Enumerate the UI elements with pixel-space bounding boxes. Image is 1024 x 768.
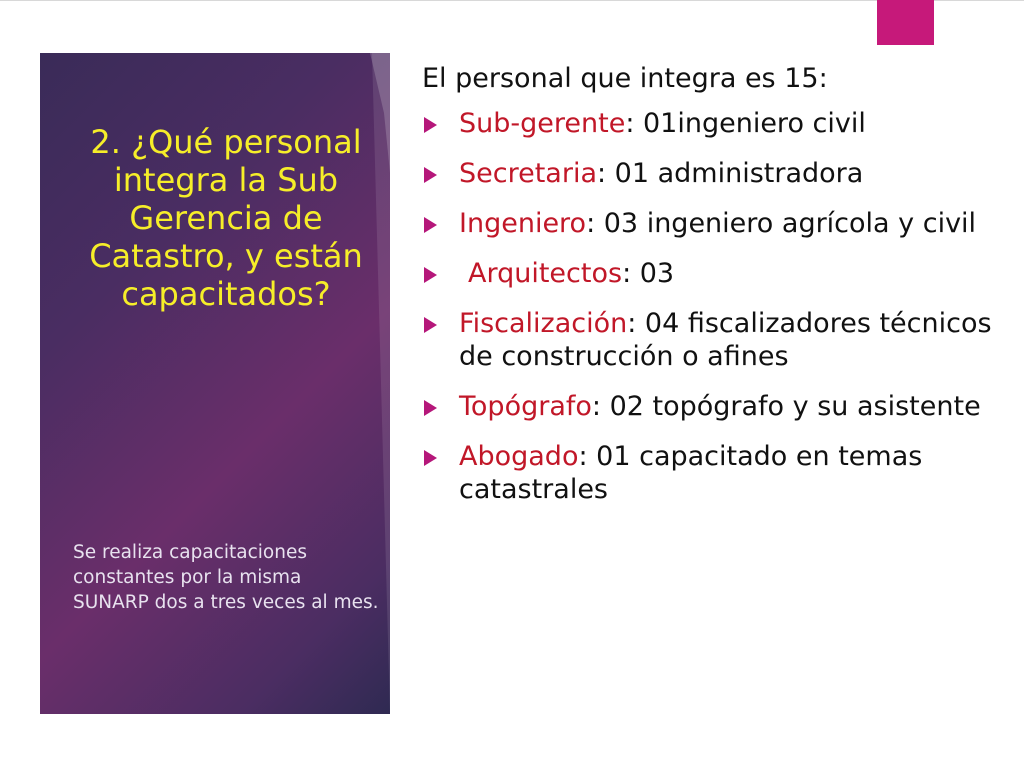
slide-note: Se realiza capacitaciones constantes por la misma SUNARP dos a tres veces al mes.	[73, 542, 379, 613]
item-text: : 02 topógrafo y su asistente	[591, 391, 981, 422]
item-term: Secretaria	[459, 158, 597, 189]
list-item	[418, 257, 1008, 290]
item-term: Topógrafo	[459, 391, 592, 422]
list-item	[418, 307, 1008, 373]
item-text: : 04 fiscalizadores técnicos	[627, 308, 992, 339]
item-text: : 01ingeniero civil	[625, 108, 866, 139]
content-area	[418, 58, 1008, 523]
slide-title: 2. ¿Qué personal integra la Sub Gerencia de Catastro, y están capacitados?	[89, 123, 363, 313]
triangle-bullet-icon	[424, 400, 437, 416]
item-term: Arquitectos	[468, 258, 623, 289]
triangle-bullet-icon	[424, 167, 437, 183]
triangle-bullet-icon	[424, 450, 437, 466]
list-item	[418, 107, 1008, 140]
item-term: Fiscalización	[459, 308, 628, 339]
intro-text: El personal que integra es 15:	[422, 63, 828, 94]
triangle-bullet-icon	[424, 317, 437, 333]
item-text: : 01 administradora	[597, 158, 864, 189]
list-item	[418, 390, 1008, 423]
accent-block	[877, 0, 934, 45]
item-term: Abogado	[459, 441, 579, 472]
item-term: Ingeniero	[459, 208, 587, 239]
item-text: : 03	[622, 258, 675, 289]
item-text: : 01 capacitado en temas catastrales	[459, 441, 923, 505]
item-text: : 03 ingeniero agrícola y civil	[586, 208, 977, 239]
list-item	[418, 157, 1008, 190]
top-divider	[0, 0, 1024, 1]
triangle-bullet-icon	[424, 217, 437, 233]
item-term: Sub-gerente	[459, 108, 626, 139]
list-item	[418, 207, 1008, 240]
personnel-list	[418, 107, 1008, 506]
list-item	[418, 440, 1008, 506]
triangle-bullet-icon	[424, 117, 437, 133]
title-panel	[40, 53, 390, 714]
item-text-continued: de construcción o afines	[459, 341, 789, 372]
triangle-bullet-icon	[424, 267, 437, 283]
